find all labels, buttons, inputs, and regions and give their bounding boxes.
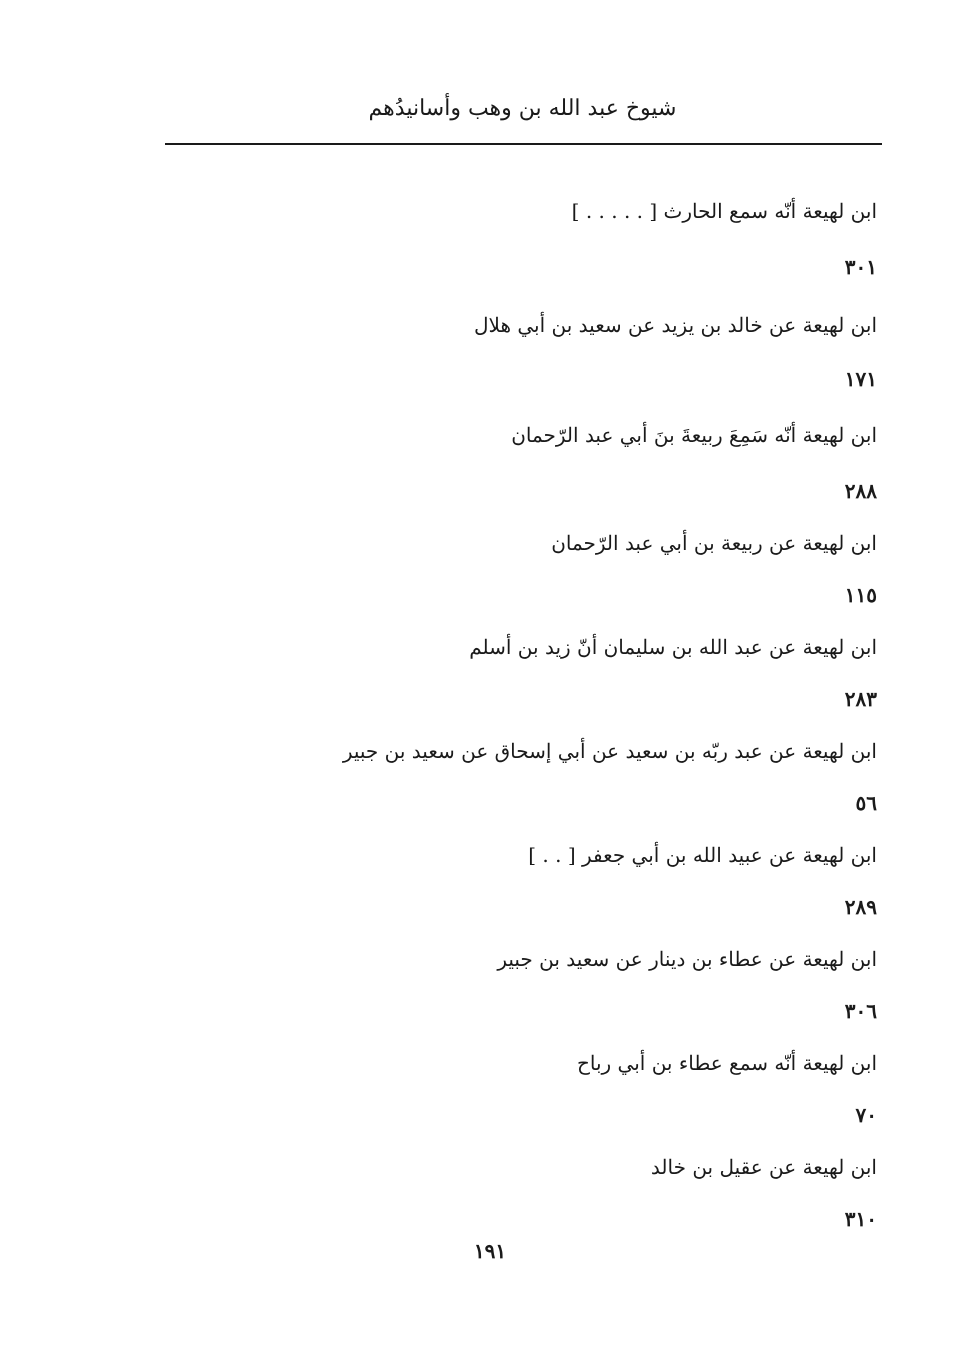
entry-number: ٥٦ [855, 791, 877, 815]
entry-number: ١١٥ [844, 583, 877, 607]
entry-line: ابن لهيعة أنّه سمع الحارث [ . . . . . ] [571, 199, 877, 223]
entry-number: ٢٨٩ [844, 895, 877, 919]
page-header: شيوخ عبد الله بن وهب وأسانيدُهم [368, 96, 677, 121]
page-number: ١٩١ [473, 1239, 507, 1263]
entry-number: ٣٠١ [844, 255, 877, 279]
entry-line: ابن لهيعة عن عطاء بن دينار عن سعيد بن جبير [497, 947, 877, 971]
entry-line: ابن لهيعة أنّه سَمِعَ ربيعةَ بنَ أبي عبد الرّحمان [511, 423, 877, 447]
entry-number: ٣٠٦ [844, 999, 877, 1023]
entry-number: ٢٨٣ [844, 687, 877, 711]
entry-number: ٣١٠ [844, 1207, 877, 1231]
entry-line: ابن لهيعة عن خالد بن يزيد عن سعيد بن أبي هلال [474, 313, 877, 337]
entry-line: ابن لهيعة عن عبد ربّه بن سعيد عن أبي إسحاق عن سعيد بن جبير [342, 739, 877, 763]
header-rule [165, 143, 882, 145]
entry-number: ١٧١ [844, 367, 877, 391]
entry-line: ابن لهيعة عن ربيعة بن أبي عبد الرّحمان [551, 531, 877, 555]
entry-line: ابن لهيعة أنّه سمع عطاء بن أبي رباح [576, 1051, 877, 1075]
entry-number: ٧٠ [855, 1103, 877, 1127]
entry-line: ابن لهيعة عن عبد الله بن سليمان أنّ زيد بن أسلم [469, 635, 877, 659]
entry-line: ابن لهيعة عن عبيد الله بن أبي جعفر [ . . ] [528, 843, 877, 867]
entry-line: ابن لهيعة عن عقيل بن خالد [650, 1155, 877, 1179]
entry-number: ٢٨٨ [844, 479, 877, 503]
